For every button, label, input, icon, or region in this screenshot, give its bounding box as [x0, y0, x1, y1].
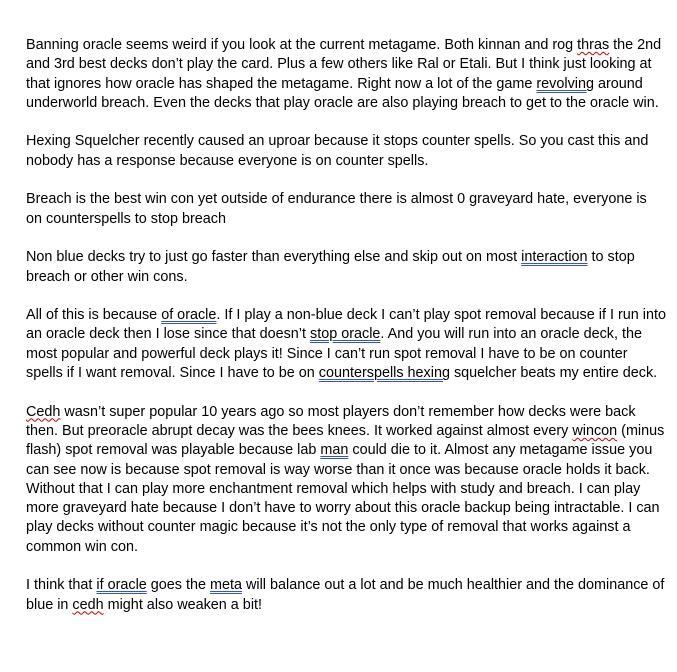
paragraph-5: [26, 306, 666, 383]
body-text: . If I play a non-blue deck I can’t play spot removal because if I run into an oracle deck then I lose since that doesn’t: [26, 307, 666, 343]
body-text: Hexing Squelcher recently caused an uproar because it stops counter spells. So you cast this and nobody has a response because everyone is on counter spells.: [26, 133, 649, 169]
body-text: (minus flash) spot removal was playable because lab: [26, 422, 665, 459]
body-text: Banning oracle seems weird if you look at the current metagame. Both kinnan and rog: [26, 37, 578, 53]
body-text: Breach is the best win con yet outside of endurance there is almost 0 graveyard hate, everyone is on counterspells to stop breach: [26, 191, 647, 227]
paragraph-2: [26, 132, 666, 171]
body-text: goes the: [146, 577, 211, 594]
spelling-error-text: wincon: [572, 422, 618, 439]
spelling-error-text: Cedh: [26, 403, 61, 420]
body-text: might also weaken a bit!: [103, 596, 263, 613]
paragraph-6: [26, 403, 666, 557]
paragraph-4: [26, 248, 666, 287]
grammar-flag-text: stop oracle: [310, 326, 381, 343]
grammar-flag-text: man: [320, 442, 349, 459]
grammar-flag-text: revolving: [536, 75, 594, 92]
grammar-flag-text: if oracle: [96, 577, 147, 594]
body-text: wasn’t super popular 10 years ago so most players don’t remember how decks were back then. But preoracle abrupt decay was the bees knees. It worked against almost every: [26, 403, 636, 439]
paragraph-7: [26, 576, 666, 615]
paragraph-1: [26, 36, 666, 113]
body-text: Non blue decks try to just go faster than everything else and skip out on most: [26, 249, 522, 266]
spelling-error-text: thras: [577, 37, 610, 53]
body-text: . And you will run into an oracle deck, the most popular and powerful deck plays it! Since I can’t run spot removal I have to be on counter spells if I want removal. Since I have to be on: [26, 326, 642, 382]
body-text: I think that: [26, 577, 97, 594]
body-text: to stop breach or other win cons.: [26, 249, 635, 285]
body-text: will balance out a lot and be much healthier and the dominance of blue in: [26, 577, 665, 613]
paragraph-3: [26, 190, 666, 229]
grammar-flag-text: meta: [210, 577, 243, 594]
grammar-flag-text: counterspells hexing: [318, 365, 450, 382]
spelling-error-text: cedh: [72, 596, 104, 613]
grammar-flag-text: of oracle: [161, 307, 217, 324]
document-body[interactable]: [26, 36, 666, 634]
body-text: around underworld breach. Even the decks that play oracle are also playing breach to get to the oracle win.: [26, 75, 659, 111]
grammar-flag-text: interaction: [521, 249, 588, 266]
body-text: could die to it. Almost any metagame issue you can see now is because spot removal is way worse than it once was because oracle holds it back. Without that I can play more enchantment removal which helps with study and breach. I can play more graveyard hate because I don’t have to worry about this oracle backup being intractable. I can play decks without counter magic because it’s not the only type of removal that works against a common win con.: [26, 442, 660, 555]
body-text: the 2nd and 3rd best decks don’t play the card. Plus a few others like Ral or Etali. But I think just looking at that ignores how oracle has shaped the metagame. Right now a lot of the game: [26, 37, 662, 92]
body-text: All of this is because: [26, 307, 162, 324]
body-text: squelcher beats my entire deck.: [449, 365, 658, 382]
